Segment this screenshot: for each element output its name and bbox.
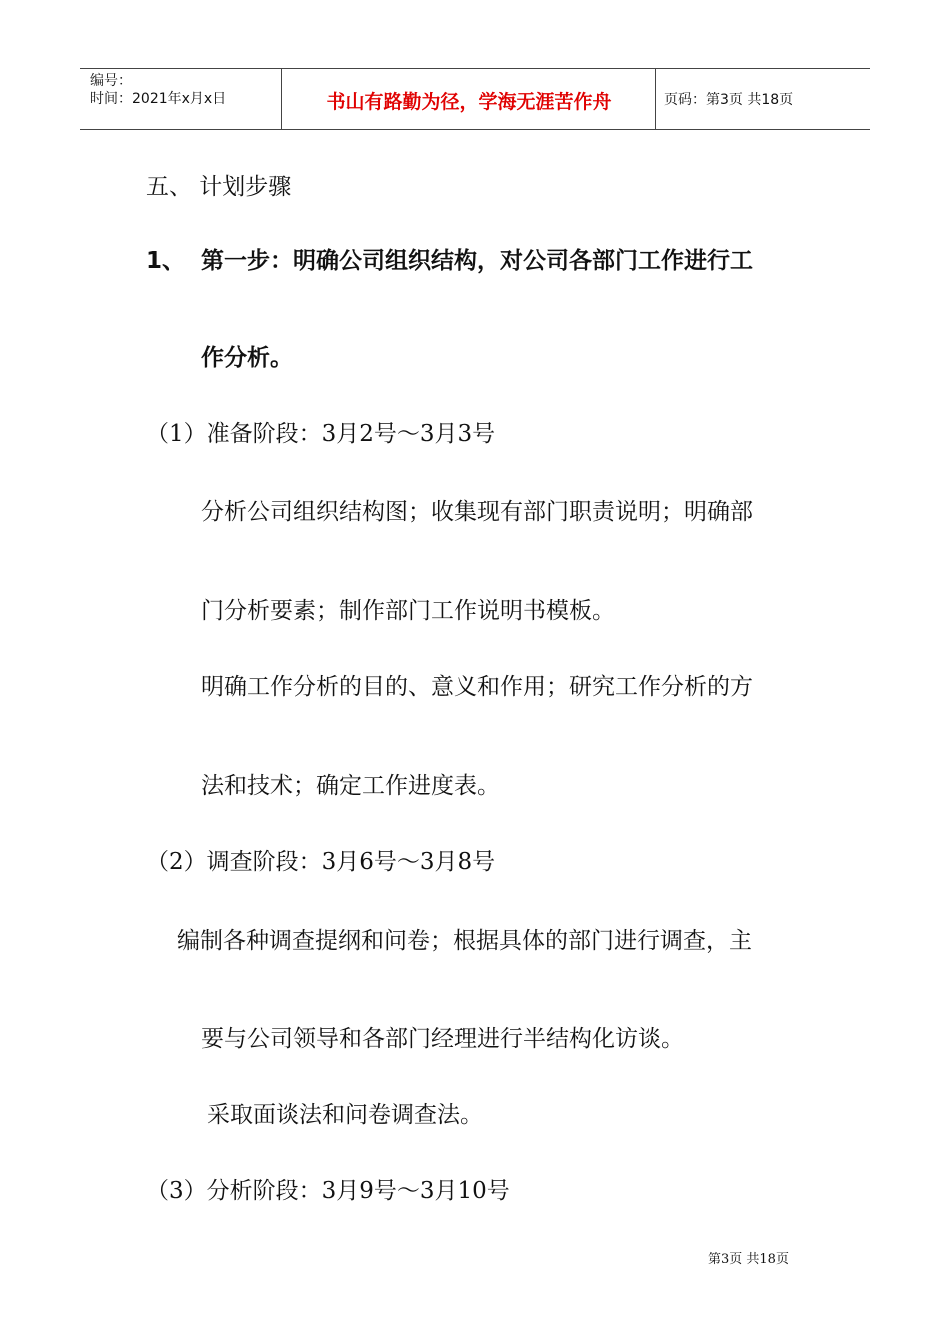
- date-label: 时间：2021年x月x日: [90, 91, 227, 107]
- paragraph: 分析公司组织结构图；收集现有部门职责说明；明确部: [201, 499, 753, 525]
- paragraph: 明确工作分析的目的、意义和作用；研究工作分析的方: [201, 674, 753, 700]
- step1-number: 1、: [146, 248, 186, 274]
- header-page-info: 页码：第3页 共18页: [664, 92, 794, 108]
- number-label: 编号：: [90, 73, 132, 89]
- section-title: 五、 计划步骤: [146, 174, 292, 200]
- page-header: [80, 68, 870, 130]
- phase2-title: （2）调查阶段：3月6号～3月8号: [146, 849, 496, 875]
- header-meta: [90, 72, 226, 108]
- paragraph: 要与公司领导和各部门经理进行半结构化访谈。: [201, 1026, 684, 1052]
- page-footer: 第3页 共18页: [708, 1252, 789, 1267]
- paragraph: 门分析要素；制作部门工作说明书模板。: [201, 598, 615, 624]
- step1-heading: 第一步：明确公司组织结构，对公司各部门工作进行工: [201, 248, 753, 274]
- step1-heading-cont: 作分析。: [201, 345, 293, 371]
- paragraph: 编制各种调查提纲和问卷；根据具体的部门进行调查，主: [177, 928, 752, 954]
- header-divider: [655, 69, 656, 129]
- paragraph: 法和技术；确定工作进度表。: [201, 773, 500, 799]
- paragraph: 采取面谈法和问卷调查法。: [207, 1102, 483, 1128]
- phase3-title: （3）分析阶段：3月9号～3月10号: [146, 1178, 510, 1204]
- header-motto: 书山有路勤为径，学海无涯苦作舟: [326, 91, 612, 113]
- phase1-title: （1）准备阶段：3月2号～3月3号: [146, 421, 496, 447]
